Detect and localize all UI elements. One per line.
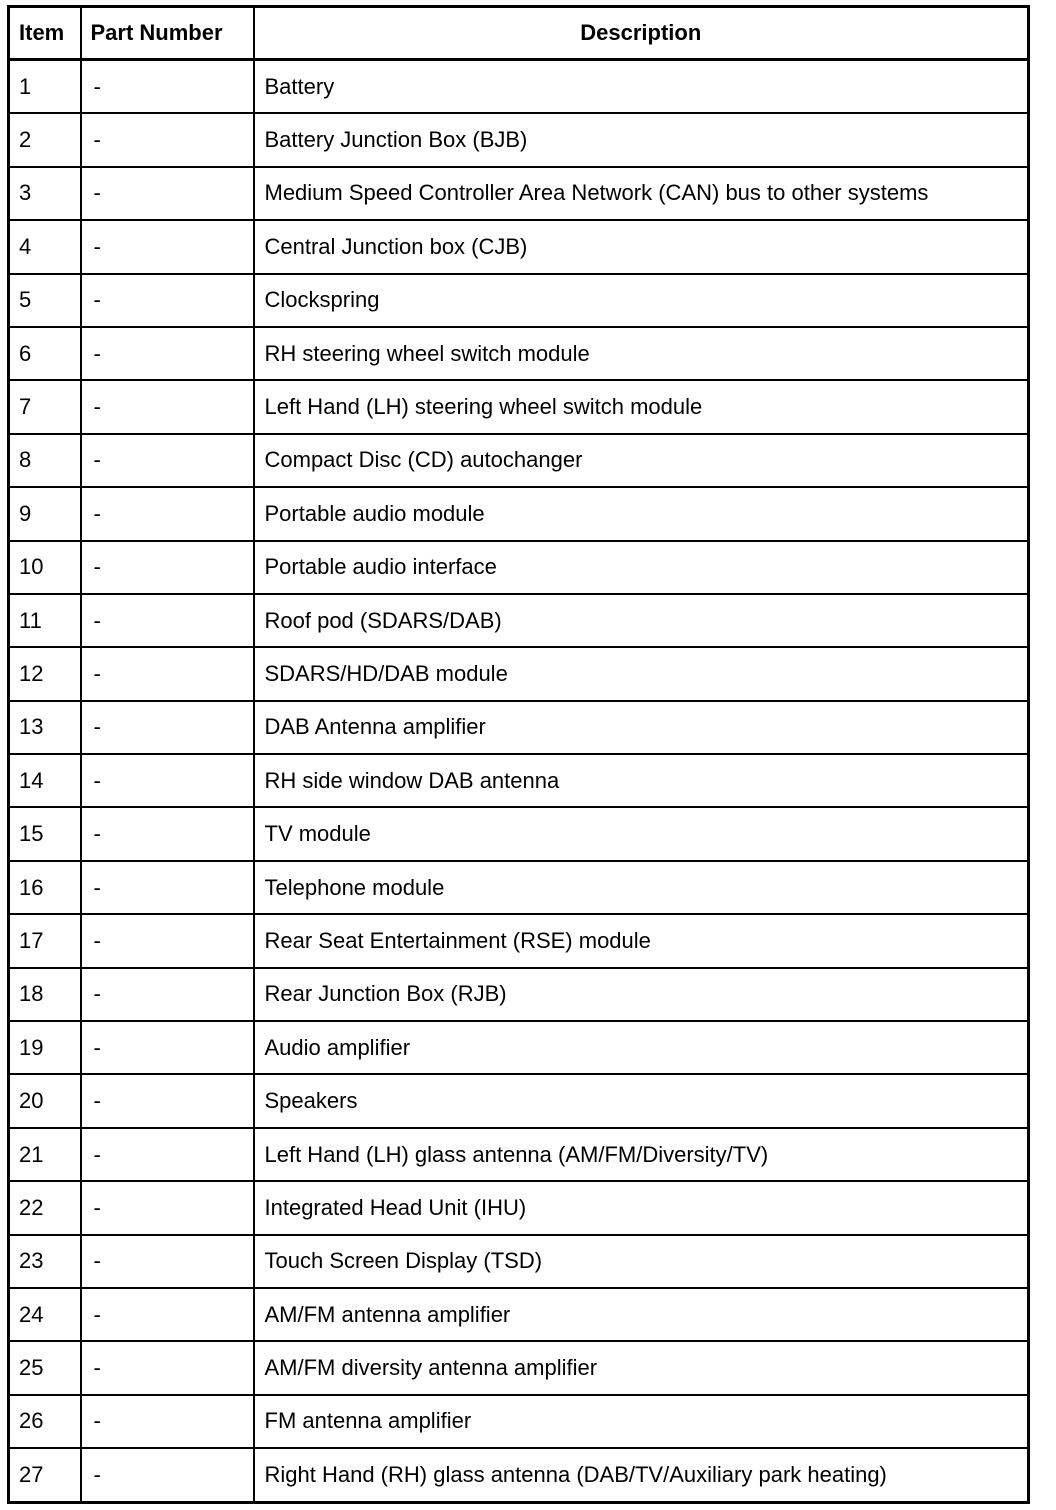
table-row (9, 754, 1029, 807)
cell-item: 11 (9, 594, 81, 647)
cell-item: 2 (9, 113, 81, 166)
header-description: Description (254, 7, 1029, 60)
table-row (9, 487, 1029, 540)
cell-part-number: - (81, 220, 254, 273)
cell-part-number: - (81, 594, 254, 647)
table-row (9, 434, 1029, 487)
cell-part-number: - (81, 1074, 254, 1127)
cell-part-number: - (81, 274, 254, 327)
cell-item: 12 (9, 647, 81, 700)
cell-part-number: - (81, 914, 254, 967)
table-row (9, 60, 1029, 114)
table-row (9, 861, 1029, 914)
table-row (9, 1074, 1029, 1127)
cell-item: 18 (9, 968, 81, 1021)
cell-item: 4 (9, 220, 81, 273)
cell-description: Clockspring (254, 274, 1029, 327)
cell-part-number: - (81, 1395, 254, 1448)
cell-part-number: - (81, 968, 254, 1021)
cell-description: DAB Antenna amplifier (254, 701, 1029, 754)
cell-description: Left Hand (LH) glass antenna (AM/FM/Diversity/TV) (254, 1128, 1029, 1181)
cell-description: TV module (254, 807, 1029, 860)
cell-part-number: - (81, 1128, 254, 1181)
cell-description: Left Hand (LH) steering wheel switch module (254, 380, 1029, 433)
cell-item: 21 (9, 1128, 81, 1181)
table-row (9, 594, 1029, 647)
cell-part-number: - (81, 861, 254, 914)
cell-description: Battery Junction Box (BJB) (254, 113, 1029, 166)
cell-description: Central Junction box (CJB) (254, 220, 1029, 273)
header-part-number: Part Number (81, 7, 254, 60)
cell-item: 3 (9, 167, 81, 220)
cell-part-number: - (81, 701, 254, 754)
cell-part-number: - (81, 487, 254, 540)
cell-part-number: - (81, 541, 254, 594)
header-row (9, 7, 1029, 60)
cell-description: Rear Junction Box (RJB) (254, 968, 1029, 1021)
cell-part-number: - (81, 60, 254, 114)
cell-item: 20 (9, 1074, 81, 1127)
table-header (9, 7, 1029, 60)
table-row (9, 220, 1029, 273)
cell-description: Touch Screen Display (TSD) (254, 1235, 1029, 1288)
table-row (9, 701, 1029, 754)
cell-description: Roof pod (SDARS/DAB) (254, 594, 1029, 647)
cell-item: 27 (9, 1448, 81, 1502)
table-row (9, 1288, 1029, 1341)
cell-part-number: - (81, 1181, 254, 1234)
cell-part-number: - (81, 807, 254, 860)
cell-item: 17 (9, 914, 81, 967)
cell-part-number: - (81, 754, 254, 807)
header-item: Item (9, 7, 81, 60)
cell-item: 22 (9, 1181, 81, 1234)
cell-part-number: - (81, 167, 254, 220)
cell-item: 24 (9, 1288, 81, 1341)
cell-item: 19 (9, 1021, 81, 1074)
cell-item: 23 (9, 1235, 81, 1288)
cell-part-number: - (81, 1235, 254, 1288)
table-body (9, 60, 1029, 1503)
cell-item: 9 (9, 487, 81, 540)
cell-description: Medium Speed Controller Area Network (CAN) bus to other systems (254, 167, 1029, 220)
cell-part-number: - (81, 434, 254, 487)
cell-description: AM/FM antenna amplifier (254, 1288, 1029, 1341)
cell-item: 1 (9, 60, 81, 114)
cell-description: Speakers (254, 1074, 1029, 1127)
cell-item: 26 (9, 1395, 81, 1448)
table-row (9, 1235, 1029, 1288)
table-row (9, 1021, 1029, 1074)
cell-description: Portable audio module (254, 487, 1029, 540)
cell-description: Compact Disc (CD) autochanger (254, 434, 1029, 487)
cell-part-number: - (81, 380, 254, 433)
cell-item: 10 (9, 541, 81, 594)
cell-item: 5 (9, 274, 81, 327)
cell-description: Portable audio interface (254, 541, 1029, 594)
cell-part-number: - (81, 113, 254, 166)
cell-item: 6 (9, 327, 81, 380)
table-row (9, 1341, 1029, 1394)
cell-description: SDARS/HD/DAB module (254, 647, 1029, 700)
table-row (9, 807, 1029, 860)
cell-item: 15 (9, 807, 81, 860)
cell-description: RH steering wheel switch module (254, 327, 1029, 380)
cell-description: AM/FM diversity antenna amplifier (254, 1341, 1029, 1394)
cell-part-number: - (81, 647, 254, 700)
cell-part-number: - (81, 1341, 254, 1394)
cell-part-number: - (81, 1021, 254, 1074)
cell-item: 8 (9, 434, 81, 487)
table-row (9, 1395, 1029, 1448)
cell-description: Rear Seat Entertainment (RSE) module (254, 914, 1029, 967)
cell-description: Telephone module (254, 861, 1029, 914)
cell-item: 13 (9, 701, 81, 754)
table-row (9, 647, 1029, 700)
table-row (9, 167, 1029, 220)
table-row (9, 274, 1029, 327)
parts-table (7, 5, 1030, 1504)
cell-item: 14 (9, 754, 81, 807)
cell-item: 7 (9, 380, 81, 433)
cell-description: RH side window DAB antenna (254, 754, 1029, 807)
cell-part-number: - (81, 1288, 254, 1341)
cell-description: Battery (254, 60, 1029, 114)
table-row (9, 914, 1029, 967)
cell-part-number: - (81, 327, 254, 380)
cell-description: Integrated Head Unit (IHU) (254, 1181, 1029, 1234)
table-row (9, 113, 1029, 166)
cell-item: 16 (9, 861, 81, 914)
table-row (9, 968, 1029, 1021)
cell-item: 25 (9, 1341, 81, 1394)
cell-description: Right Hand (RH) glass antenna (DAB/TV/Auxiliary park heating) (254, 1448, 1029, 1502)
table-row (9, 541, 1029, 594)
cell-part-number: - (81, 1448, 254, 1502)
table-row (9, 1128, 1029, 1181)
table-row (9, 1448, 1029, 1502)
cell-description: Audio amplifier (254, 1021, 1029, 1074)
table-row (9, 327, 1029, 380)
cell-description: FM antenna amplifier (254, 1395, 1029, 1448)
table-row (9, 1181, 1029, 1234)
table-row (9, 380, 1029, 433)
